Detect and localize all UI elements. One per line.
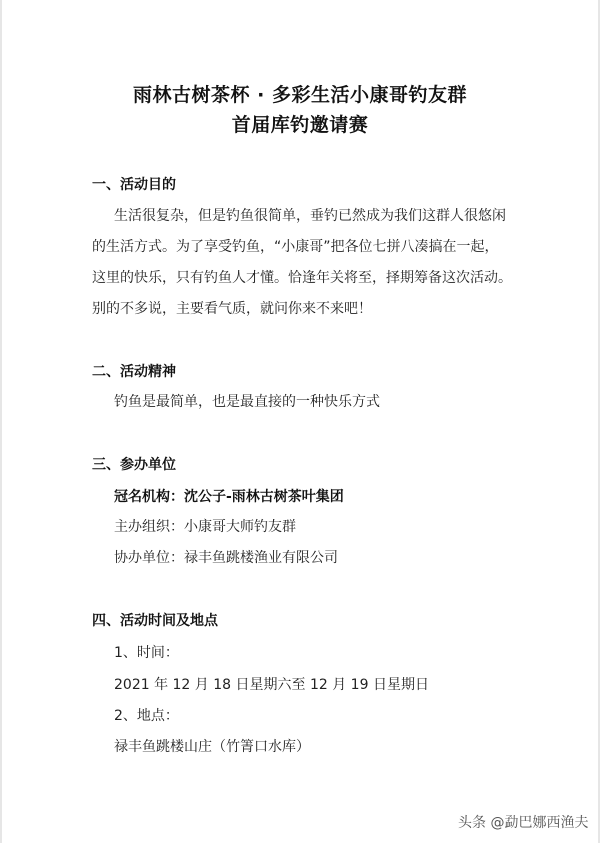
time-value: 2021 年 12 月 18 日星期六至 12 月 19 日星期日 bbox=[114, 677, 429, 693]
place-label: 2、地点： bbox=[114, 708, 179, 724]
title-sponsor: 冠名机构：沈公子-雨林古树茶叶集团 bbox=[114, 489, 344, 505]
place-value: 禄丰鱼跳楼山庄（竹箐口水库） bbox=[114, 739, 310, 755]
section-heading-purpose: 一、活动目的 bbox=[92, 177, 176, 193]
paragraph-line: 生活很复杂，但是钓鱼很简单，垂钓已然成为我们这群人很悠闲 bbox=[114, 208, 506, 224]
paragraph-line: 钓鱼是最简单，也是最直接的一种快乐方式 bbox=[114, 394, 380, 410]
watermark: 头条 @勐巴娜西渔夫 bbox=[458, 815, 589, 831]
time-label: 1、时间： bbox=[114, 645, 179, 661]
section-heading-organizers: 三、参办单位 bbox=[92, 457, 176, 473]
host-organizer: 主办组织：小康哥大师钓友群 bbox=[114, 519, 296, 535]
co-organizer: 协办单位：禄丰鱼跳楼渔业有限公司 bbox=[114, 550, 338, 566]
paragraph-line: 这里的快乐，只有钓鱼人才懂。恰逢年关将至，择期筹备这次活动。 bbox=[92, 270, 512, 286]
paragraph-line: 的生活方式。为了享受钓鱼，“小康哥”把各位七拼八凑搞在一起， bbox=[92, 239, 499, 255]
section-heading-time-place: 四、活动时间及地点 bbox=[92, 613, 218, 629]
paragraph-line: 别的不多说，主要看气质，就问你来不来吧！ bbox=[92, 301, 372, 317]
document-title-line1: 雨林古树茶杯 · 多彩生活小康哥钓友群 bbox=[133, 84, 467, 106]
section-heading-spirit: 二、活动精神 bbox=[92, 364, 176, 380]
document-title-line2: 首届库钓邀请赛 bbox=[231, 114, 369, 136]
